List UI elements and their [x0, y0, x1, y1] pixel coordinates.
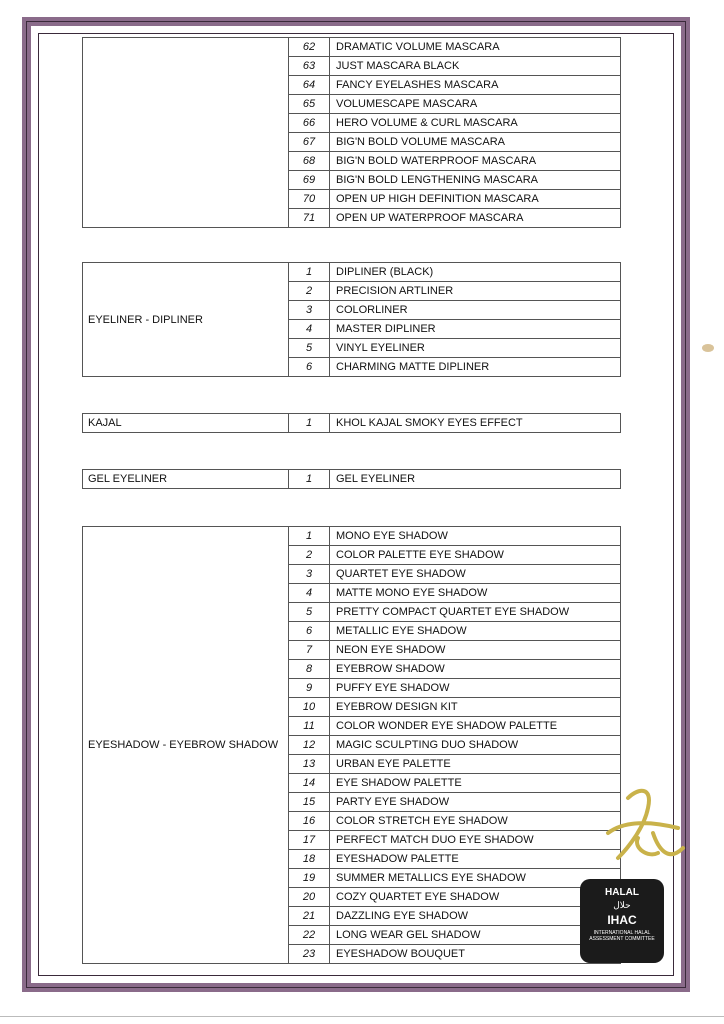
- item-number: 67: [289, 133, 330, 152]
- item-number: 71: [289, 209, 330, 228]
- item-number: 10: [289, 698, 330, 717]
- product-name: SUMMER METALLICS EYE SHADOW: [330, 869, 621, 888]
- item-number: 20: [289, 888, 330, 907]
- product-name: VOLUMESCAPE MASCARA: [330, 95, 621, 114]
- table-row: [83, 414, 621, 433]
- item-number: 17: [289, 831, 330, 850]
- category-cell: [83, 38, 289, 228]
- table-row: [83, 38, 621, 57]
- product-name: MAGIC SCULPTING DUO SHADOW: [330, 736, 621, 755]
- item-number: 3: [289, 565, 330, 584]
- item-number: 70: [289, 190, 330, 209]
- seal-arabic-text: حلال: [613, 900, 631, 910]
- item-number: 68: [289, 152, 330, 171]
- product-name: EYESHADOW PALETTE: [330, 850, 621, 869]
- product-name: JUST MASCARA BLACK: [330, 57, 621, 76]
- seal-committee-text: INTERNATIONAL HALAL ASSESSMENT COMMITTEE: [589, 930, 655, 942]
- item-number: 4: [289, 584, 330, 603]
- category-cell: EYESHADOW - EYEBROW SHADOW: [83, 527, 289, 964]
- product-name: COLOR STRETCH EYE SHADOW: [330, 812, 621, 831]
- item-number: 6: [289, 622, 330, 641]
- seal-ihac-text: IHAC: [607, 913, 637, 927]
- product-name: DIPLINER (BLACK): [330, 263, 621, 282]
- product-name: NEON EYE SHADOW: [330, 641, 621, 660]
- item-number: 64: [289, 76, 330, 95]
- item-number: 69: [289, 171, 330, 190]
- item-number: 5: [289, 603, 330, 622]
- table-row: [83, 263, 621, 282]
- eyeliner-dipliner-table: [82, 262, 621, 377]
- product-name: COLOR PALETTE EYE SHADOW: [330, 546, 621, 565]
- product-name: EYESHADOW BOUQUET: [330, 945, 621, 964]
- product-name: QUARTET EYE SHADOW: [330, 565, 621, 584]
- signature-mark: [598, 778, 688, 878]
- eyeshadow-eyebrow-table: [82, 526, 621, 964]
- product-name: CHARMING MATTE DIPLINER: [330, 358, 621, 377]
- product-name: EYEBROW DESIGN KIT: [330, 698, 621, 717]
- category-cell: GEL EYELINER: [83, 470, 289, 489]
- item-number: 9: [289, 679, 330, 698]
- product-name: DRAMATIC VOLUME MASCARA: [330, 38, 621, 57]
- product-name: COLORLINER: [330, 301, 621, 320]
- item-number: 66: [289, 114, 330, 133]
- product-name: OPEN UP HIGH DEFINITION MASCARA: [330, 190, 621, 209]
- product-name: PRETTY COMPACT QUARTET EYE SHADOW: [330, 603, 621, 622]
- item-number: 2: [289, 282, 330, 301]
- item-number: 23: [289, 945, 330, 964]
- product-name: EYE SHADOW PALETTE: [330, 774, 621, 793]
- item-number: 1: [289, 527, 330, 546]
- product-name: URBAN EYE PALETTE: [330, 755, 621, 774]
- item-number: 6: [289, 358, 330, 377]
- product-name: BIG'N BOLD WATERPROOF MASCARA: [330, 152, 621, 171]
- item-number: 4: [289, 320, 330, 339]
- product-name: DAZZLING EYE SHADOW: [330, 907, 621, 926]
- product-name: BIG'N BOLD LENGTHENING MASCARA: [330, 171, 621, 190]
- product-name: HERO VOLUME & CURL MASCARA: [330, 114, 621, 133]
- item-number: 5: [289, 339, 330, 358]
- table-row: [83, 470, 621, 489]
- item-number: 8: [289, 660, 330, 679]
- item-number: 1: [289, 470, 330, 489]
- seal-halal-text: HALAL: [605, 887, 639, 898]
- category-cell: KAJAL: [83, 414, 289, 433]
- item-number: 21: [289, 907, 330, 926]
- product-name: COLOR WONDER EYE SHADOW PALETTE: [330, 717, 621, 736]
- product-name: PERFECT MATCH DUO EYE SHADOW: [330, 831, 621, 850]
- item-number: 19: [289, 869, 330, 888]
- product-name: OPEN UP WATERPROOF MASCARA: [330, 209, 621, 228]
- product-name: COZY QUARTET EYE SHADOW: [330, 888, 621, 907]
- product-name: LONG WEAR GEL SHADOW: [330, 926, 621, 945]
- category-cell: EYELINER - DIPLINER: [83, 263, 289, 377]
- item-number: 13: [289, 755, 330, 774]
- item-number: 1: [289, 263, 330, 282]
- item-number: 3: [289, 301, 330, 320]
- product-name: BIG'N BOLD VOLUME MASCARA: [330, 133, 621, 152]
- item-number: 11: [289, 717, 330, 736]
- mascara-table: [82, 37, 621, 228]
- product-name: MONO EYE SHADOW: [330, 527, 621, 546]
- paper-stain-mark: [702, 344, 714, 352]
- product-name: GEL EYELINER: [330, 470, 621, 489]
- item-number: 12: [289, 736, 330, 755]
- item-number: 15: [289, 793, 330, 812]
- item-number: 14: [289, 774, 330, 793]
- item-number: 1: [289, 414, 330, 433]
- product-name: FANCY EYELASHES MASCARA: [330, 76, 621, 95]
- gel-eyeliner-table: [82, 469, 621, 489]
- product-name: PUFFY EYE SHADOW: [330, 679, 621, 698]
- item-number: 2: [289, 546, 330, 565]
- item-number: 7: [289, 641, 330, 660]
- scan-bottom-edge: [0, 1016, 724, 1017]
- product-name: PRECISION ARTLINER: [330, 282, 621, 301]
- item-number: 18: [289, 850, 330, 869]
- product-name: VINYL EYELINER: [330, 339, 621, 358]
- halal-seal-logo: [580, 879, 664, 963]
- item-number: 62: [289, 38, 330, 57]
- item-number: 16: [289, 812, 330, 831]
- item-number: 22: [289, 926, 330, 945]
- kajal-table: [82, 413, 621, 433]
- item-number: 63: [289, 57, 330, 76]
- product-name: PARTY EYE SHADOW: [330, 793, 621, 812]
- product-name: KHOL KAJAL SMOKY EYES EFFECT: [330, 414, 621, 433]
- product-name: EYEBROW SHADOW: [330, 660, 621, 679]
- item-number: 65: [289, 95, 330, 114]
- product-name: MATTE MONO EYE SHADOW: [330, 584, 621, 603]
- product-name: MASTER DIPLINER: [330, 320, 621, 339]
- product-name: METALLIC EYE SHADOW: [330, 622, 621, 641]
- table-row: [83, 527, 621, 546]
